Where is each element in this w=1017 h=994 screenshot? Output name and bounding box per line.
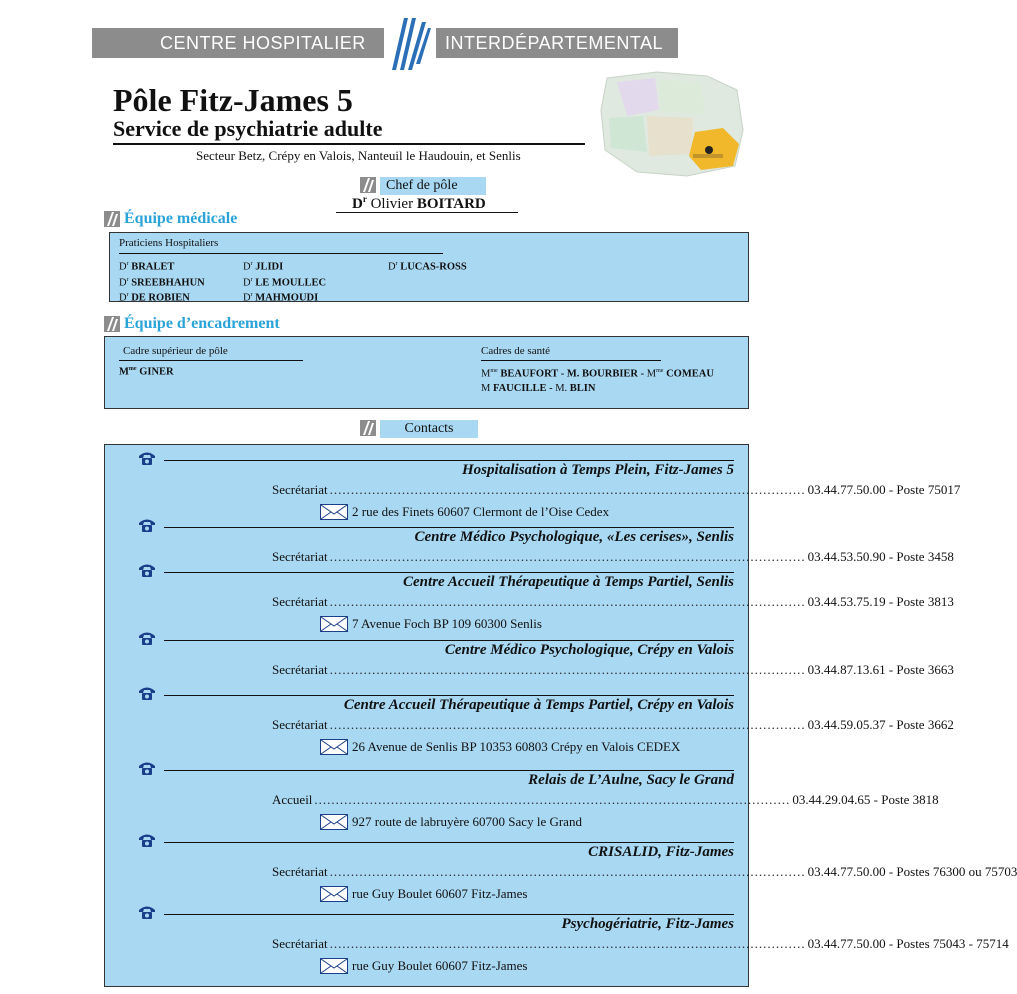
phone-icon <box>138 562 156 578</box>
cadre-sup-prefix-sup: me <box>128 366 137 372</box>
contact-title: CRISALID, Fitz-James <box>588 844 734 860</box>
doctor-prefix-sup: r <box>126 276 129 283</box>
encadrement-heading-text: Équipe d’encadrement <box>124 315 280 332</box>
contact-address-line <box>320 958 527 974</box>
contact-address-line <box>320 739 680 755</box>
doctor-prefix: D <box>243 261 251 273</box>
contact-phone-line <box>272 662 954 678</box>
encadrement-heading <box>104 315 280 333</box>
leader-dots: ................................................................................................................ <box>329 936 806 951</box>
doctor-name: DE ROBIEN <box>131 292 190 304</box>
mail-icon <box>320 886 348 902</box>
contact-phone-line <box>272 864 1017 880</box>
contact-service: Accueil <box>272 792 313 807</box>
cadre-sup-label: Cadre supérieur de pôle <box>123 345 228 357</box>
cadre-1-prefix: M <box>481 368 491 380</box>
phone-icon <box>138 760 156 776</box>
contact-rule <box>164 695 734 696</box>
contact-service: Secrétariat <box>272 549 328 564</box>
chef-last-name: BOITARD <box>416 196 486 212</box>
chef-first-name: Olivier <box>370 196 414 212</box>
contact-address: rue Guy Boulet 60607 Fitz-James <box>352 886 528 901</box>
contact-phone-line <box>272 792 939 808</box>
doctor-prefix: D <box>243 277 251 288</box>
contact-phone: 03.44.87.13.61 - Poste 3663 <box>807 662 954 677</box>
doctor-entry <box>243 274 326 290</box>
phone-icon <box>138 517 156 533</box>
contact-rule <box>164 527 734 528</box>
contact-address-line <box>320 504 609 520</box>
phone-icon <box>138 832 156 848</box>
contact-service: Secrétariat <box>272 864 328 879</box>
chef-label: Chef de pôle <box>380 177 486 195</box>
contact-phone: 03.44.77.50.00 - Postes 76300 ou 75703 <box>807 864 1017 879</box>
leader-dots: ................................................................................................................ <box>329 864 806 879</box>
contact-title: Hospitalisation à Temps Plein, Fitz-James 5 <box>462 462 734 478</box>
chef-label-chip <box>360 176 486 195</box>
doctor-entry <box>119 258 205 274</box>
doctor-prefix: D <box>243 292 251 304</box>
cadre-sup-name <box>119 363 174 379</box>
medical-col-1 <box>119 258 205 305</box>
contact-rule <box>164 640 734 641</box>
cadre-2-name: M. BOURBIER - <box>566 368 645 380</box>
contact-service: Secrétariat <box>272 594 328 609</box>
contact-rule <box>164 914 734 915</box>
doctor-name: LE MOULLEC <box>255 277 327 288</box>
cadre-3-prefix-sup: me <box>656 368 664 374</box>
cadre-3-name: COMEAU <box>666 368 714 380</box>
mail-icon <box>320 814 348 830</box>
mail-icon <box>320 958 348 974</box>
contact-service: Secrétariat <box>272 717 328 732</box>
contact-service: Secrétariat <box>272 482 328 497</box>
doctor-name: SREEBHAHUN <box>131 277 205 288</box>
cadre-5-prefix: M. <box>555 382 568 394</box>
contact-address-line <box>320 616 542 632</box>
cadre-5-name: BLIN <box>569 382 596 394</box>
medical-col-2 <box>243 258 326 305</box>
brand-mark-icon <box>104 316 120 332</box>
contact-phone-line <box>272 717 954 733</box>
leader-dots: ................................................................................................................ <box>329 662 806 677</box>
medical-group-label: Praticiens Hospitaliers <box>119 237 219 249</box>
phone-icon <box>138 450 156 466</box>
doctor-name: MAHMOUDI <box>255 292 319 304</box>
doctor-entry <box>119 274 205 290</box>
cadre-1-prefix-sup: me <box>490 368 498 374</box>
leader-dots: ................................................................................................................ <box>329 717 806 732</box>
leader-dots: ................................................................................................................ <box>329 594 806 609</box>
region-map-image <box>597 70 749 180</box>
page-subtitle: Service de psychiatrie adulte <box>113 116 383 141</box>
cadres-rule <box>481 360 661 361</box>
phone-icon <box>138 630 156 646</box>
contact-service: Secrétariat <box>272 936 328 951</box>
contact-phone-line <box>272 482 961 498</box>
medical-col-3 <box>388 258 467 274</box>
hospital-logo-icon <box>378 14 442 76</box>
chef-prefix: D <box>352 196 363 212</box>
chef-name <box>352 194 486 213</box>
cadre-4-prefix: M <box>481 382 491 394</box>
contact-title: Centre Accueil Thérapeutique à Temps Partiel, Senlis <box>403 574 734 590</box>
contact-title: Relais de L’Aulne, Sacy le Grand <box>528 772 734 788</box>
contact-phone: 03.44.77.50.00 - Poste 75017 <box>807 482 961 497</box>
doctor-prefix-sup: r <box>395 261 398 267</box>
page-title: Pôle Fitz-James 5 <box>113 82 353 118</box>
doctor-name: JLIDI <box>255 261 284 273</box>
cadre-sup-surname: GINER <box>139 366 174 378</box>
contact-title: Psychogériatrie, Fitz-James <box>561 916 734 932</box>
title-divider <box>113 143 585 145</box>
contact-phone: 03.44.77.50.00 - Postes 75043 - 75714 <box>807 936 1009 951</box>
contact-address: 2 rue des Finets 60607 Clermont de l’Oise Cedex <box>352 504 610 519</box>
doctor-prefix-sup: r <box>250 292 253 298</box>
banner-left-text: CENTRE HOSPITALIER <box>160 33 366 53</box>
contact-phone: 03.44.53.50.90 - Poste 3458 <box>807 549 954 564</box>
contact-rule <box>164 770 734 771</box>
mail-icon <box>320 739 348 755</box>
doctor-entry <box>243 289 326 305</box>
doctor-prefix-sup: r <box>250 276 253 283</box>
doctor-entry <box>119 289 205 305</box>
sectors-text: Secteur Betz, Crépy en Valois, Nanteuil le Haudouin, et Senlis <box>196 148 521 163</box>
banner-right-text: INTERDÉPARTEMENTAL <box>445 33 664 53</box>
doctor-entry <box>388 258 467 274</box>
contact-service: Secrétariat <box>272 662 328 677</box>
brand-mark-icon <box>360 177 376 193</box>
doctor-prefix-sup: r <box>126 292 129 298</box>
cadre-sup-prefix: M <box>119 366 129 378</box>
contact-title: Centre Accueil Thérapeutique à Temps Partiel, Crépy en Valois <box>343 697 734 713</box>
chef-prefix-sup: r <box>362 194 367 204</box>
contact-address-line <box>320 886 527 902</box>
doctor-prefix-sup: r <box>250 261 253 267</box>
doctor-name: LUCAS-ROSS <box>400 261 467 273</box>
contact-address: 927 route de labruyère 60700 Sacy le Grand <box>352 814 582 829</box>
leader-dots: ................................................................................................................ <box>329 482 806 497</box>
contact-phone: 03.44.53.75.19 - Poste 3813 <box>807 594 954 609</box>
chef-rule <box>336 212 518 213</box>
contacts-label-chip <box>360 419 478 438</box>
doctor-prefix: D <box>119 277 127 288</box>
mail-icon <box>320 504 348 520</box>
cadre-sup-rule <box>119 360 303 361</box>
brand-mark-icon <box>360 420 376 436</box>
leader-dots: ................................................................................................................ <box>329 549 806 564</box>
contact-phone: 03.44.29.04.65 - Poste 3818 <box>792 792 939 807</box>
medical-group-rule <box>119 253 443 254</box>
medical-heading <box>104 210 237 228</box>
contact-phone-line <box>272 936 1009 952</box>
contact-rule <box>164 460 734 461</box>
doctor-prefix: D <box>388 261 396 273</box>
contacts-label: Contacts <box>380 420 478 438</box>
contact-phone-line <box>272 549 954 565</box>
contact-rule <box>164 842 734 843</box>
doctor-prefix-sup: r <box>126 261 129 267</box>
contact-phone-line <box>272 594 954 610</box>
doctor-prefix: D <box>119 292 127 304</box>
phone-icon <box>138 904 156 920</box>
cadre-3-prefix: M <box>646 368 657 380</box>
leader-dots: ................................................................................................................ <box>314 792 791 807</box>
contact-rule <box>164 572 734 573</box>
contact-phone: 03.44.59.05.37 - Poste 3662 <box>807 717 954 732</box>
contacts-panel <box>104 444 749 987</box>
contact-title: Centre Médico Psychologique, Crépy en Valois <box>444 642 734 658</box>
cadres-label: Cadres de santé <box>481 345 551 357</box>
cadres-names <box>481 364 714 396</box>
medical-heading-text: Équipe médicale <box>124 210 238 227</box>
contact-title: Centre Médico Psychologique, «Les cerises», Senlis <box>414 529 734 545</box>
doctor-entry <box>243 258 326 274</box>
cadre-4-name: FAUCILLE - <box>492 382 553 394</box>
mail-icon <box>320 616 348 632</box>
cadre-1-name: BEAUFORT - <box>500 368 565 380</box>
contact-address-line <box>320 814 582 830</box>
phone-icon <box>138 685 156 701</box>
doctor-name: BRALET <box>131 261 175 273</box>
brand-mark-icon <box>104 211 120 227</box>
doctor-prefix: D <box>119 261 127 273</box>
contact-address: rue Guy Boulet 60607 Fitz-James <box>352 958 528 973</box>
contact-address: 7 Avenue Foch BP 109 60300 Senlis <box>352 616 542 631</box>
contact-address: 26 Avenue de Senlis BP 10353 60803 Crépy en Valois CEDEX <box>352 739 681 754</box>
